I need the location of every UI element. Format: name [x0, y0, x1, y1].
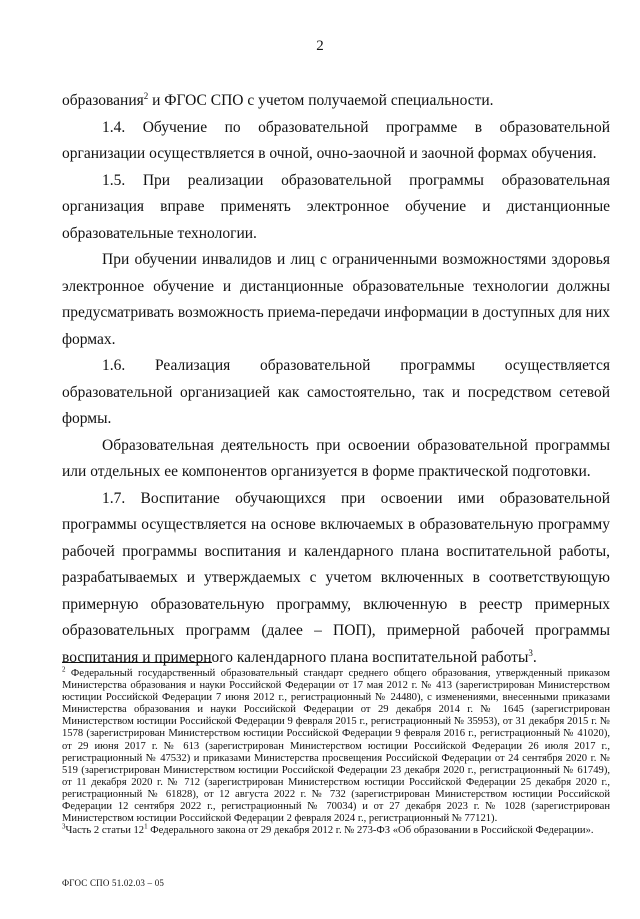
footnote-3-text-rest: Федерального закона от 29 декабря 2012 г. № 273-ФЗ «Об образовании в Российской Федерации». — [147, 825, 594, 837]
paragraph-1-5: 1.5. При реализации образовательной программы образовательная организация вправе применять электронное обучение и дистанционные образовательные технологии. — [62, 171, 610, 242]
paragraph-education-standard — [62, 88, 610, 115]
footnotes — [62, 665, 610, 837]
paragraph-1-6: 1.6. Реализация образовательной программы осуществляется образовательной организацией как самостоятельно, так и посредством сетевой формы. — [62, 357, 610, 427]
document-code: ФГОС СПО 51.02.03 – 05 — [62, 878, 165, 888]
page-number: 2 — [316, 38, 324, 54]
footnote-3 — [62, 822, 610, 837]
footnote-2-text: Федеральный государственный образовательный стандарт среднего общего образования, утвержденный приказом Министерства образования и науки Российской Федерации от 17 мая 2012 г. № 413 (зарегистрирован Министерством юстиции Российской Федерации 7 июня 2012 г., регистрационный № 24480), с изменениями, внесенными приказами Министерства образования и науки Российской Федерации от 29 декабря 2014 г. № 1645 (зарегистрирован Министерством юстиции Российской Федерации 9 февраля 2015 г., регистрационный № 35953), от 31 декабря 2015 г. № 1578 (зарегистрирован Министерством юстиции Российской Федерации 9 февраля 2016 г., регистрационный № 41020), от 29 июня 2017 г. № 613 (зарегистрирован Министерством юстиции Российской Федерации 26 июля 2017 г., регистрационный № 47532) и приказами Министерства просвещения Российской Федерации от 24 сентября 2020 г. № 519 (зарегистрирован Министерством юстиции Российской Федерации 23 декабря 2020 г., регистрационный № 61749), от 11 декабря 2020 г. № 712 (зарегистрирован Министерством юстиции Российской Федерации 25 декабря 2020 г., регистрационный № 61828), от 12 августа 2022 г. № 732 (зарегистрирован Министерством юстиции Российской Федерации 12 сентября 2022 г., регистрационный № 70034) и от 27 декабря 2023 г. № 1028 (зарегистрирован Министерством юстиции Российской Федерации 2 февраля 2024 г., регистрационный № 77121). — [62, 668, 610, 825]
footnote-2 — [62, 665, 610, 825]
article-superscript: 1 — [144, 822, 148, 831]
footnote-ref-3[interactable]: 3 — [528, 647, 533, 658]
main-body-text — [62, 88, 610, 674]
paragraph-1-4: 1.4. Обучение по образовательной программе в образовательной организации осуществляется в очной, очно-заочной и заочной формах обучения. — [62, 118, 610, 162]
paragraph-practical-training: Образовательная деятельность при освоении образовательной программы или отдельных ее компонентов организуется в форме практической подготовки. — [62, 436, 610, 480]
paragraph-disabled-students: При обучении инвалидов и лиц с ограниченными возможностями здоровья электронное обучение и дистанционные образовательные технологии должны предусматривать возможность приема-передачи информации в доступных для них формах. — [62, 251, 610, 348]
footnote-separator — [62, 662, 212, 663]
paragraph-text: и ФГОС СПО с учетом получаемой специальности. — [148, 92, 494, 109]
paragraph-text: . — [532, 648, 537, 666]
footnote-3-text: Часть 2 статьи 12 — [65, 825, 145, 837]
paragraph-text: образования — [62, 92, 144, 109]
footnote-mark-2: 2 — [62, 665, 66, 674]
paragraph-text: 1.7. Воспитание обучающихся при освоении ими образовательной программы осуществляется на основе включаемых в образовательную программу рабочей программы воспитания и календарного плана воспитательной работы, разрабатываемых и утверждаемых с учетом включенных в соответствующую примерную образовательную программу, включенную в реестр примерных образовательных программ (далее – ПОП), примерной рабочей программы воспитания и примерного календарного плана воспитательной работы — [62, 489, 610, 666]
footnote-mark-3: 3 — [62, 822, 66, 831]
paragraph-1-7 — [62, 486, 610, 672]
footnote-ref-2[interactable]: 2 — [143, 90, 149, 101]
